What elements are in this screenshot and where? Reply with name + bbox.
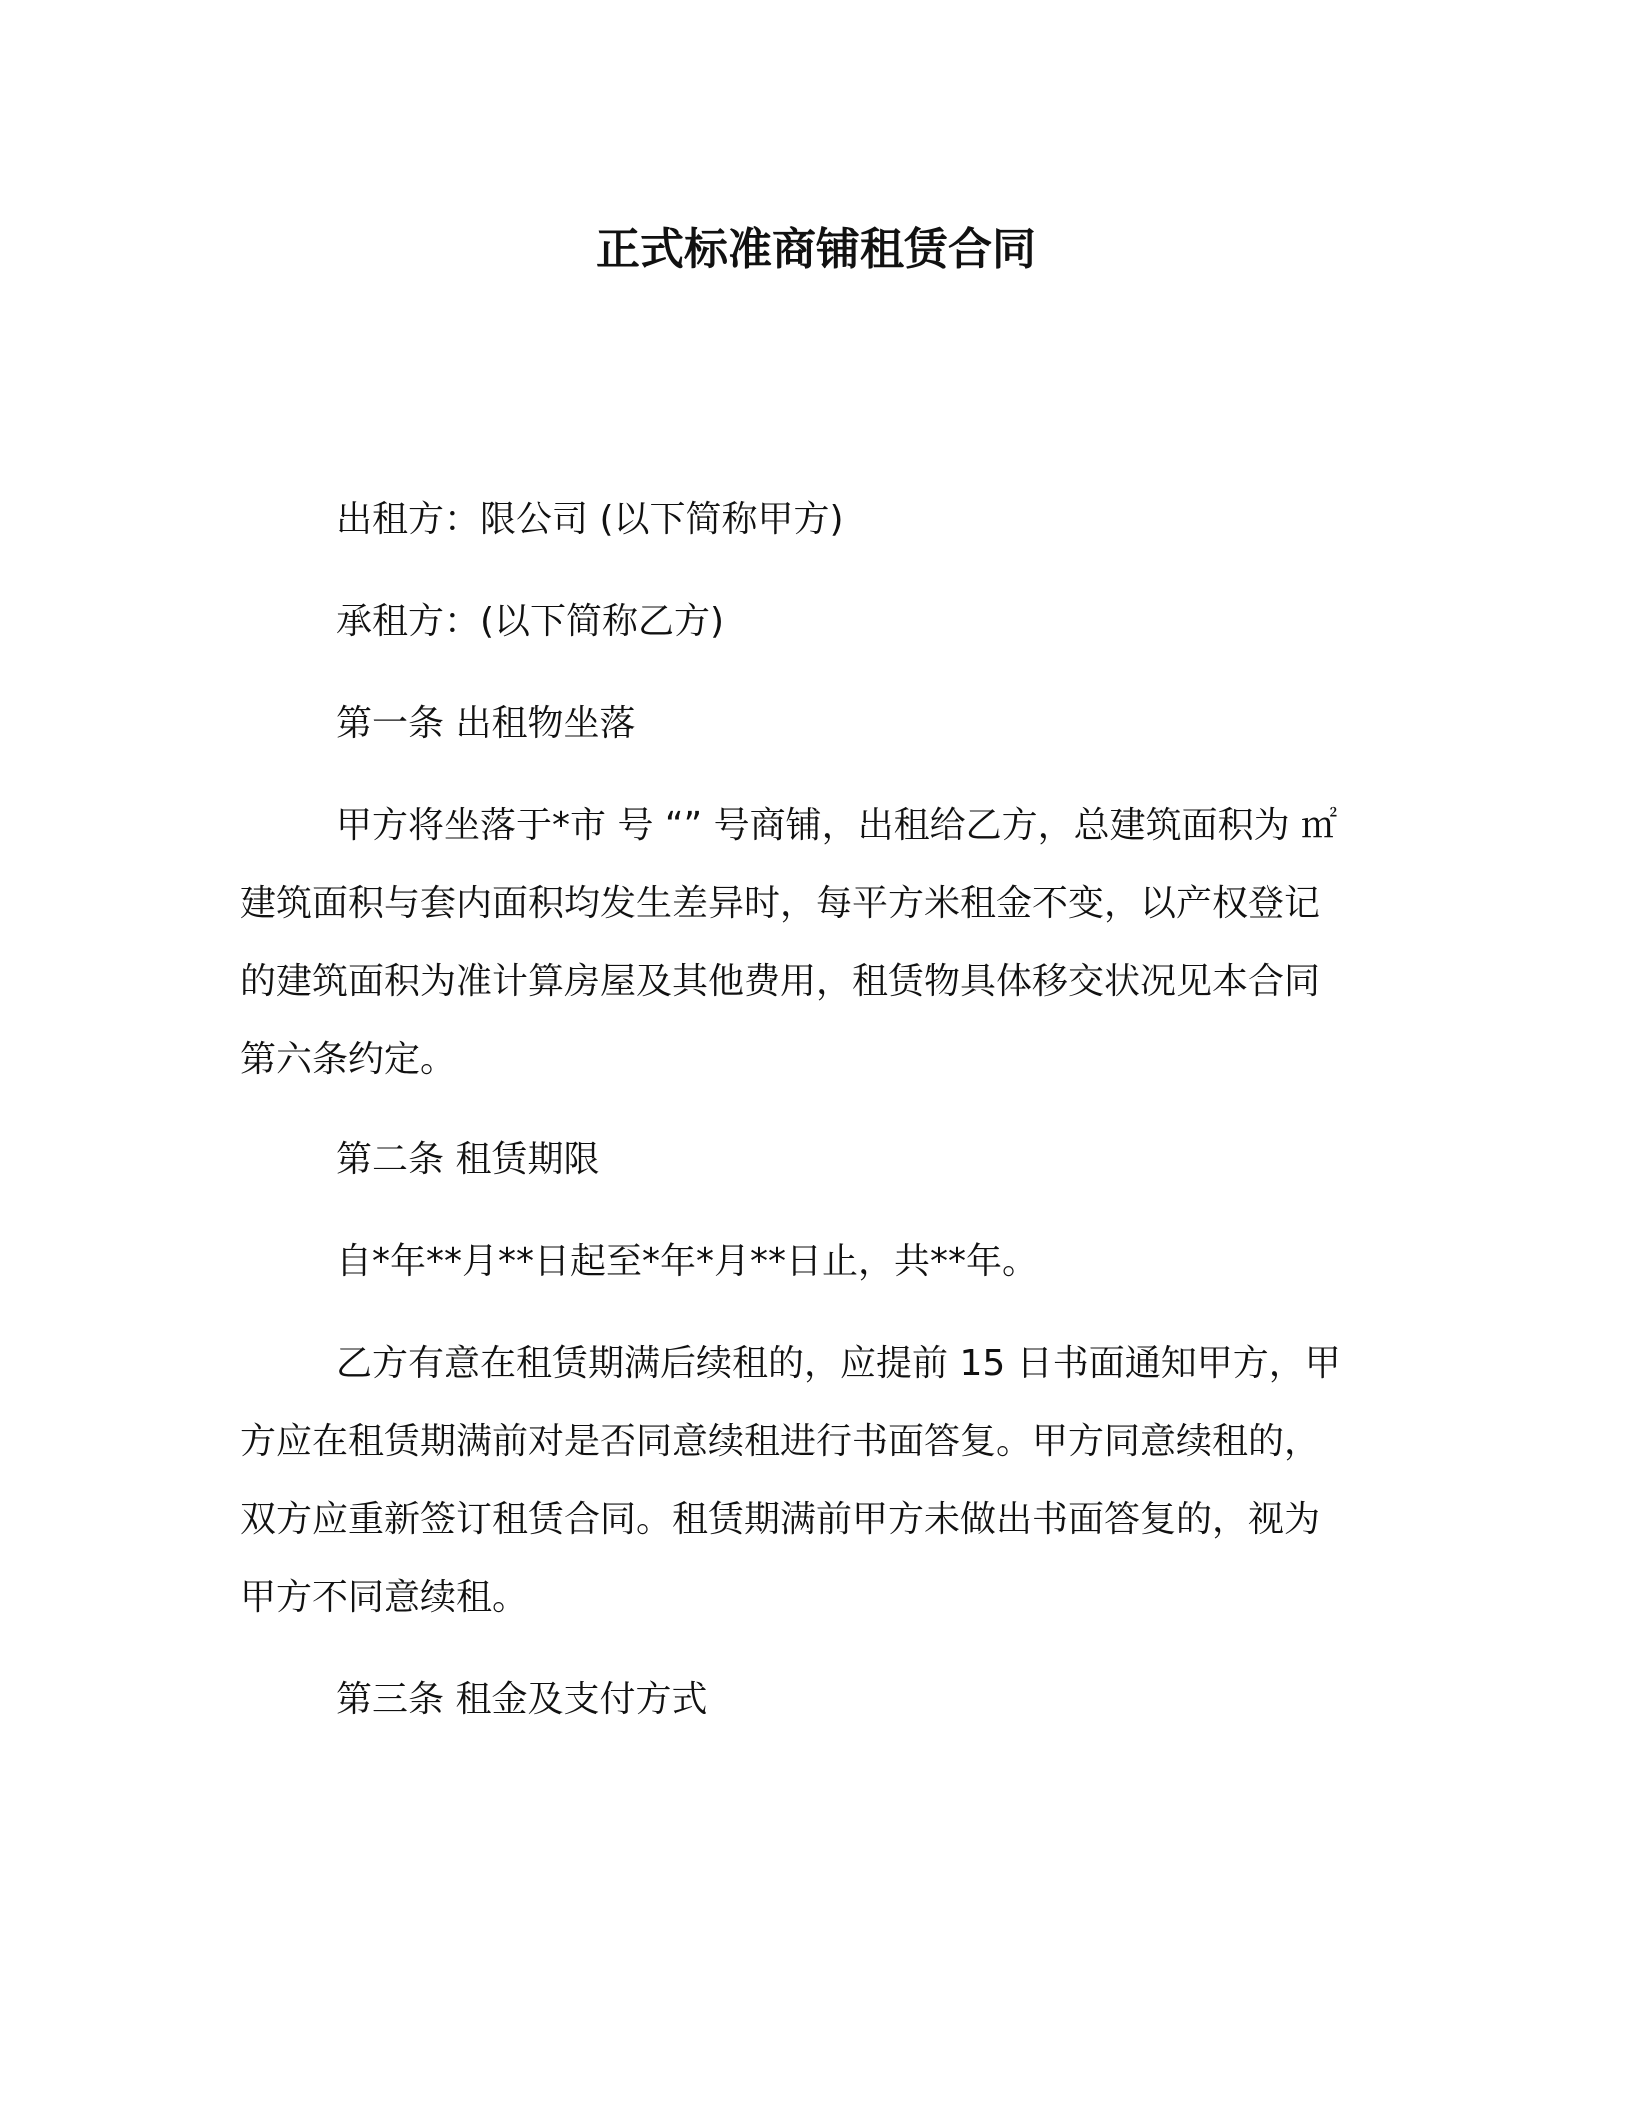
lessee-line: 承租方：(以下简称乙方): [336, 601, 725, 642]
article1-line-1: 甲方将坐落于*市 号 “” 号商铺，出租给乙方，总建筑面积为 ㎡: [336, 805, 1338, 846]
article2-term: 自*年**月**日起至*年*月**日止，共**年。: [336, 1241, 1039, 1282]
lessor-line: 出租方：限公司 (以下简称甲方): [336, 499, 844, 540]
article1-heading: 第一条 出租物坐落: [336, 703, 636, 744]
document-title: 正式标准商铺租赁合同: [596, 224, 1036, 275]
article1-line-3: 的建筑面积为准计算房屋及其他费用，租赁物具体移交状况见本合同: [240, 961, 1321, 1002]
article1-line-4: 第六条约定。: [240, 1039, 457, 1080]
article1-line-2: 建筑面积与套内面积均发生差异时，每平方米租金不变，以产权登记: [240, 883, 1321, 924]
article2-line-2: 方应在租赁期满前对是否同意续租进行书面答复。甲方同意续租的，: [240, 1421, 1321, 1462]
article2-heading: 第二条 租赁期限: [336, 1139, 600, 1180]
article2-line-4: 甲方不同意续租。: [240, 1577, 529, 1618]
article3-heading: 第三条 租金及支付方式: [336, 1679, 708, 1720]
article2-line-3: 双方应重新签订租赁合同。租赁期满前甲方未做出书面答复的，视为: [240, 1499, 1321, 1540]
article2-line-1: 乙方有意在租赁期满后续租的，应提前 15 日书面通知甲方，甲: [336, 1343, 1341, 1384]
